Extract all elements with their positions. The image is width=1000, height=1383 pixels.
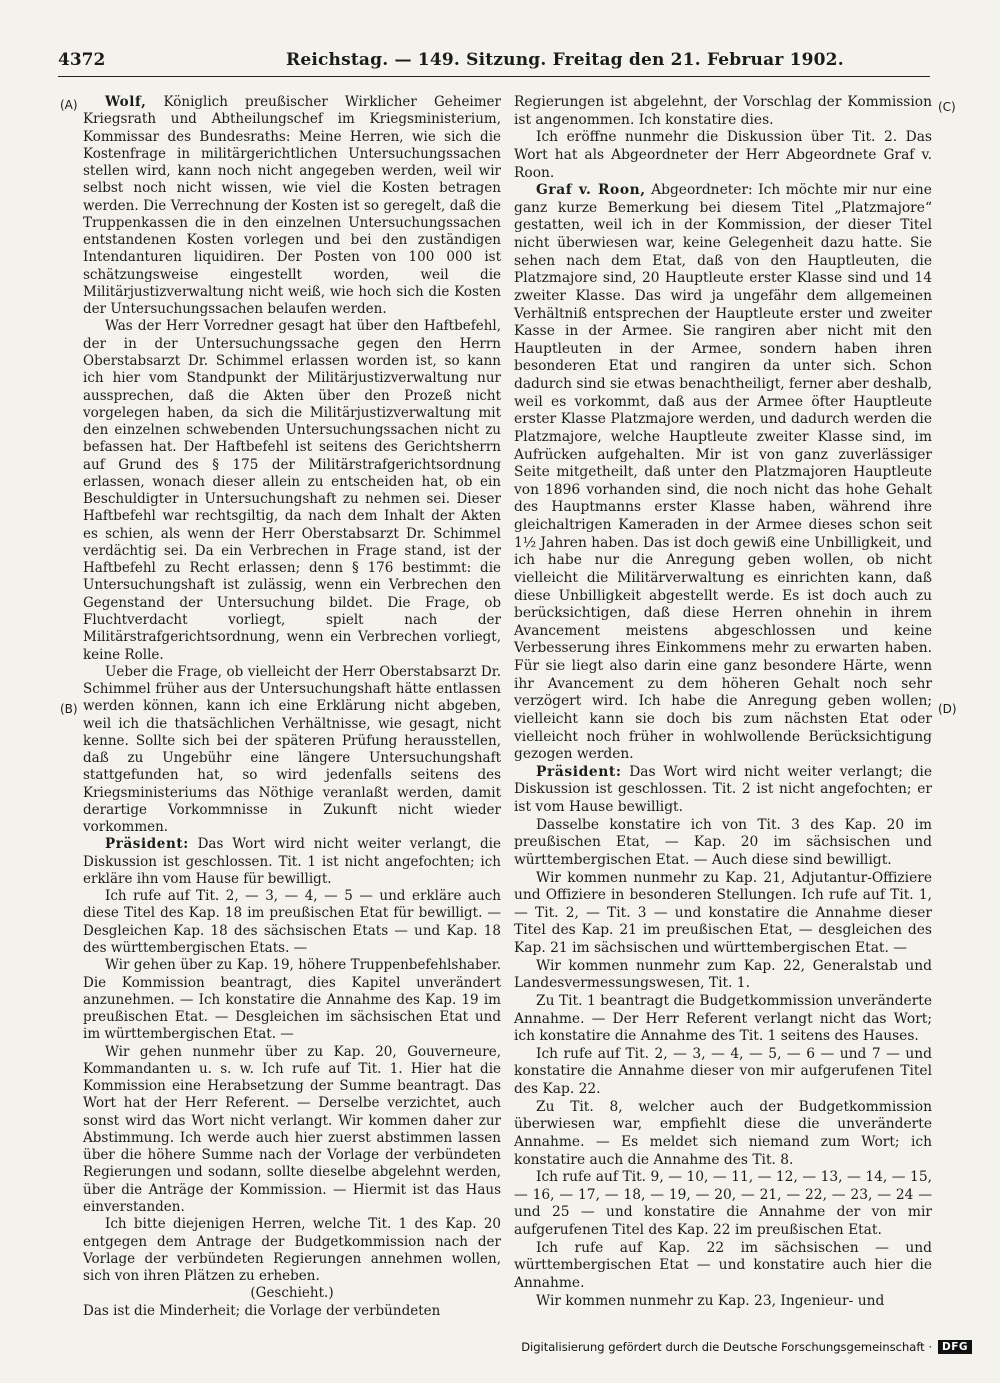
margin-marker-c: (C)	[938, 100, 956, 114]
paragraph-text: Das Wort wird nicht weiter verlangt; die Diskussion ist geschlossen. Tit. 2 ist nicht angefochten; er ist vom Hause bewilligt.	[514, 763, 932, 815]
speaker-name: Graf v. Roon,	[536, 182, 646, 199]
paragraph-text: Das Wort wird nicht weiter verlangt, die Diskussion ist geschlossen. Tit. 1 ist nicht angefochten; ich erkläre ihn vom Hause für bewilligt.	[83, 836, 501, 887]
paragraph: Wir kommen nunmehr zum Kap. 22, Generalstab und Landesvermessungswesen, Tit. 1.	[514, 957, 932, 992]
paragraph	[83, 836, 501, 888]
speaker-name: Wolf,	[105, 94, 147, 110]
right-column	[514, 94, 932, 1310]
stage-direction: (Geschieht.)	[250, 1285, 334, 1302]
paragraph: Das ist die Minderheit; die Vorlage der verbündeten	[83, 1302, 441, 1319]
paragraph: Ich rufe auf Kap. 22 im sächsischen — und württembergischen Etat — und konstatire auch hier die Annahme.	[514, 1239, 932, 1291]
paragraph-text: Königlich preußischer Wirklicher Geheimer Kriegsrath und Abtheilungschef im Kriegsministerium, Kommissar des Bundesraths: Meine Herren, wie sich die Kostenfrage in militärgerichtlichen Untersuchungssachen stellen wird, kann noch nicht angegeben werden, weil wir selbst noch nicht wissen, wie viel die Kosten betragen werden. Die Verrechnung der Kosten ist so geregelt, daß die Truppenkassen die in den einzelnen Untersuchungssachen entstandenen Kosten vorlegen und bei den zuständigen Intendanturen liquidiren. Der Posten von 100 000 ist schätzungsweise eingestellt worden, weil die Militärjustizverwaltung nicht weiß, wie hoch sich die Kosten der Untersuchungssachen belaufen werden.	[83, 94, 501, 318]
margin-marker-b: (B)	[60, 702, 78, 716]
paragraph: Wir gehen über zu Kap. 19, höhere Truppenbefehlshaber. Die Kommission beantragt, dies Kapitel unverändert anzunehmen. — Ich konstatire die Annahme des Kap. 19 im preußischen Etat. — Desgleichen im sächsischen Etat und im württembergischen Etat. —	[83, 957, 501, 1043]
page-header	[58, 48, 930, 77]
paragraph: Zu Tit. 8, welcher auch der Budgetkommission überwiesen war, empfiehlt diese die unveränderte Annahme. — Es meldet sich niemand zum Wort; ich konstatire auch die Annahme des Tit. 8.	[514, 1098, 932, 1168]
paragraph: Wir kommen nunmehr zu Kap. 23, Ingenieur- und	[536, 1292, 885, 1309]
footer-credit	[521, 1340, 972, 1354]
paragraph	[514, 182, 932, 764]
paragraph: Wir gehen nunmehr über zu Kap. 20, Gouverneure, Kommandanten u. s. w. Ich rufe auf Tit. 1. Hier hat die Kommission eine Herabsetzung der Summe beantragt. Das Wort hat der Herr Referent. — Derselbe verzichtet, auch sonst wird das Wort nicht verlangt. Wir kommen daher zur Abstimmung. Ich werde auch hier zuerst abstimmen lassen über die höhere Summe nach der Vorlage der verbündeten Regierungen und sodann, sollte dieselbe abgelehnt werden, über die Anträge der Kommission. — Hiermit ist das Haus einverstanden.	[83, 1043, 501, 1215]
paragraph: Ich rufe auf Tit. 2, — 3, — 4, — 5, — 6 — und 7 — und konstatire die Annahme dieser von mir aufgerufenen Titel des Kap. 22.	[514, 1045, 932, 1097]
speaker-name: Präsident:	[536, 763, 622, 780]
running-head: Reichstag. — 149. Sitzung. Freitag den 21. Februar 1902.	[286, 50, 844, 70]
paragraph: Was der Herr Vorredner gesagt hat über den Haftbefehl, der in der Untersuchungssache gegen den Herrn Oberstabsarzt Dr. Schimmel erlassen worden ist, so kann ich hier vom Standpunkt der Militärjustizverwaltung nur aussprechen, daß die Akten über den Prozeß nicht vorgelegen haben, da sich die Militärjustizverwaltung mit den einzelnen schwebenden Untersuchungssachen nicht zu befassen hat. Der Haftbefehl ist seitens des Gerichtsherrn auf Grund des § 175 der Militärstrafgerichtsordnung erlassen, wonach dieser allein zu entscheiden hat, ob ein Beschuldigter in Untersuchungshaft zu nehmen sei. Dieser Haftbefehl war rechtsgiltig, da nach dem Inhalt der Akten es schien, als wenn der Herr Oberstabsarzt Dr. Schimmel verdächtig sei. Da ein Verbrechen in Frage stand, ist der Haftbefehl zu Recht erlassen; denn § 176 bestimmt: die Untersuchungshaft ist zulässig, wenn ein Verbrechen den Gegenstand der Untersuchung bildet. Die Frage, ob Fluchtverdacht vorliegt, spielt nach der Militärstrafgerichtsordnung, wenn ein Verbrechen vorliegt, keine Rolle.	[83, 318, 501, 663]
page-number: 4372	[58, 50, 106, 70]
paragraph	[514, 764, 932, 817]
speaker-name: Präsident:	[105, 836, 189, 853]
paragraph: Ich bitte diejenigen Herren, welche Tit. 1 des Kap. 20 entgegen dem Antrage der Budgetkommission nach der Vorlage der verbündeten Regierungen annehmen wollen, sich von ihren Plätzen zu erheben.	[83, 1216, 501, 1285]
margin-marker-d: (D)	[938, 702, 957, 716]
paragraph-text: Abgeordneter: Ich möchte mir nur eine ganz kurze Bemerkung bei diesem Titel „Platzmajore“ gestatten, weil ich in der Kommission, der dieser Titel nicht überwiesen war, keine Gelegenheit dazu hatte. Sie sehen nach dem Etat, daß von den Hauptleuten, die Platzmajore sind, 20 Hauptleute erster Klasse sind und 14 zweiter Klasse. Das wird ja ungefähr dem allgemeinen Verhältniß entsprechen der Hauptleute erster und zweiter Kasse in der Armee. Sie rangiren aber nicht mit den Hauptleuten in der Armee, sondern haben ihren besonderen Etat und rangiren da unter sich. Schon dadurch sind sie etwas benachtheiligt, ferner aber deshalb, weil es vorkommt, daß aus der Armee öfter Hauptleute erster Klasse Platzmajore werden, und dadurch werden die Platzmajore, welche Hauptleute zweiter Klasse sind, im Aufrücken aufgehalten. Mir ist von ganz zuverlässiger Seite mitgetheilt, daß unter den Platzmajoren Hauptleute von 1896 vorhanden sind, die noch nicht das hohe Gehalt des Hauptmanns erster Klasse haben, während ihre gleichaltrigen Kameraden in der Armee dieses schon seit 1½ Jahren haben. Das ist doch gewiß eine Unbilligkeit, und ich habe nur die Anregung geben wollen, ob nicht vielleicht die Militärverwaltung es einrichten kann, daß diese Unbilligkeit abgestellt werde. Es ist doch auch zu berücksichtigen, daß diese Herren ohnehin in ihrem Avancement meistens abgeschlossen und keine Verbesserung ihres Einkommens mehr zu erwarten haben. Für sie liegt also darin eine ganz besondere Härte, wenn ihr Avancement zu dem höheren Gehalt noch sehr verzögert wird. Ich habe die Anregung geben wollen; vielleicht kann sie doch bis zum nächsten Etat oder vielleicht noch früher in wohlwollende Berücksichtigung gezogen werden.	[514, 182, 932, 763]
paragraph: Ich rufe auf Tit. 2, — 3, — 4, — 5 — und erkläre auch diese Titel des Kap. 18 im preußischen Etat für bewilligt. — Desgleichen Kap. 18 des sächsischen Etats — und Kap. 18 des württembergischen Etats. —	[83, 888, 501, 957]
left-column	[83, 94, 501, 1320]
paragraph: Ich rufe auf Tit. 9, — 10, — 11, — 12, — 13, — 14, — 15, — 16, — 17, — 18, — 19, — 20, — 21, — 22, — 23, — 24 — und 25 — und konstatire die Annahme der von mir aufgerufenen Titel des Kap. 22 im preußischen Etat.	[514, 1169, 932, 1238]
paragraph: Zu Tit. 1 beantragt die Budgetkommission unveränderte Annahme. — Der Herr Referent verlangt nicht das Wort; ich konstatire die Annahme des Tit. 1 seitens des Hauses.	[514, 992, 932, 1045]
paragraph: Dasselbe konstatire ich von Tit. 3 des Kap. 20 im preußischen Etat, — Kap. 20 im sächsischen und württembergischen Etat. — Auch diese sind bewilligt.	[514, 816, 932, 868]
paragraph	[83, 94, 501, 318]
paragraph: Ueber die Frage, ob vielleicht der Herr Oberstabsarzt Dr. Schimmel früher aus der Untersuchungshaft hätte entlassen werden können, kann ich eine Erklärung nicht abgeben, weil ich die thatsächlichen Verhältnisse, wie gesagt, nicht kenne. Sollte sich bei der späteren Prüfung herausstellen, daß zu Ungebühr eine längere Untersuchungshaft stattgefunden hat, so wird jedenfalls seitens des Kriegsministeriums das Nöthige veranlaßt werden, damit derartige Vorkommnisse in Zukunft nicht wieder vorkommen.	[83, 663, 501, 836]
paragraph: Ich eröffne nunmehr die Diskussion über Tit. 2. Das Wort hat als Abgeordneter der Herr Abgeordnete Graf v. Roon.	[514, 129, 932, 181]
paragraph: Regierungen ist abgelehnt, der Vorschlag der Kommission ist angenommen. Ich konstatire dies.	[514, 94, 932, 128]
footer-text: Digitalisierung gefördert durch die Deutsche Forschungsgemeinschaft ·	[521, 1340, 932, 1354]
dfg-logo: DFG	[938, 1340, 972, 1354]
margin-marker-a: (A)	[60, 98, 78, 112]
paragraph: Wir kommen nunmehr zu Kap. 21, Adjutantur-Offiziere und Offiziere in besonderen Stellungen. Ich rufe auf Tit. 1, — Tit. 2, — Tit. 3 — und konstatire die Annahme dieser Titel des Kap. 21 im preußischen Etat, — desgleichen des Kap. 21 im sächsischen und württembergischen Etat. —	[514, 869, 932, 956]
